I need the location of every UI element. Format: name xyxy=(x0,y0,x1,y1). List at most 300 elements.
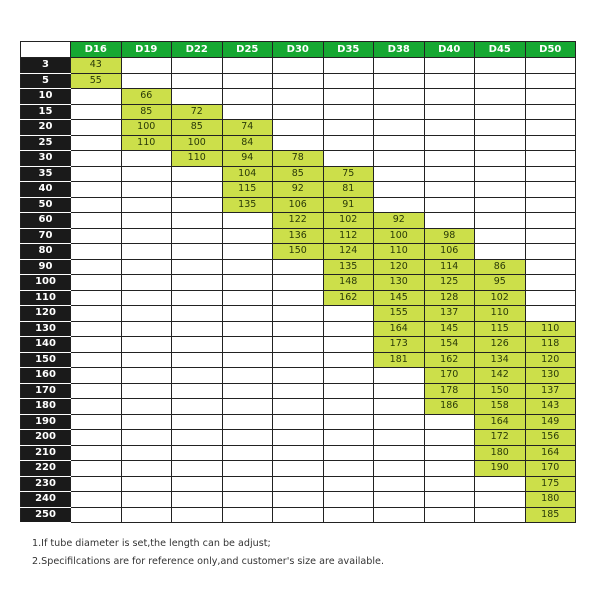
table-cell xyxy=(475,104,526,120)
table-cell xyxy=(222,337,273,353)
table-cell xyxy=(475,151,526,167)
table-cell: 43 xyxy=(71,58,122,74)
table-cell: 164 xyxy=(525,445,576,461)
table-cell xyxy=(172,73,223,89)
table-cell xyxy=(525,259,576,275)
row-header: 25 xyxy=(21,135,71,151)
table-cell xyxy=(121,492,172,508)
table-cell xyxy=(323,352,374,368)
table-cell: 155 xyxy=(374,306,425,322)
table-cell xyxy=(121,368,172,384)
table-cell xyxy=(475,507,526,523)
table-cell xyxy=(172,352,223,368)
row-header: 15 xyxy=(21,104,71,120)
table-cell: 104 xyxy=(222,166,273,182)
table-row xyxy=(21,73,576,89)
table-cell xyxy=(323,383,374,399)
table-cell xyxy=(222,383,273,399)
table-cell xyxy=(71,213,122,229)
row-header: 210 xyxy=(21,445,71,461)
table-cell xyxy=(374,166,425,182)
table-cell xyxy=(273,89,324,105)
table-cell xyxy=(525,244,576,260)
table-row xyxy=(21,197,576,213)
table-cell xyxy=(323,321,374,337)
table-cell xyxy=(172,182,223,198)
table-header-row xyxy=(21,42,576,58)
table-row xyxy=(21,182,576,198)
table-cell: 115 xyxy=(475,321,526,337)
table-cell xyxy=(323,151,374,167)
table-cell: 85 xyxy=(172,120,223,136)
table-cell: 136 xyxy=(273,228,324,244)
table-cell: 100 xyxy=(374,228,425,244)
table-cell: 185 xyxy=(525,507,576,523)
table-cell xyxy=(374,58,425,74)
table-cell xyxy=(374,73,425,89)
table-cell xyxy=(121,228,172,244)
column-header: D16 xyxy=(71,42,122,58)
table-cell xyxy=(273,306,324,322)
table-cell xyxy=(374,197,425,213)
table-row xyxy=(21,445,576,461)
column-header: D38 xyxy=(374,42,425,58)
table-cell xyxy=(525,182,576,198)
table-cell xyxy=(424,461,475,477)
table-cell xyxy=(323,476,374,492)
table-cell xyxy=(172,306,223,322)
table-cell xyxy=(121,58,172,74)
table-cell: 124 xyxy=(323,244,374,260)
table-cell: 55 xyxy=(71,73,122,89)
table-cell xyxy=(121,275,172,291)
table-cell xyxy=(424,89,475,105)
table-row xyxy=(21,135,576,151)
row-header: 50 xyxy=(21,197,71,213)
table-cell xyxy=(121,197,172,213)
table-cell xyxy=(525,120,576,136)
table-cell xyxy=(475,120,526,136)
row-header: 90 xyxy=(21,259,71,275)
table-row xyxy=(21,306,576,322)
table-cell xyxy=(222,104,273,120)
table-cell xyxy=(424,120,475,136)
table-cell xyxy=(323,104,374,120)
table-cell: 158 xyxy=(475,399,526,415)
table-cell: 91 xyxy=(323,197,374,213)
table-cell xyxy=(323,368,374,384)
table-cell xyxy=(121,182,172,198)
table-cell xyxy=(323,399,374,415)
table-cell: 143 xyxy=(525,399,576,415)
table-cell xyxy=(273,259,324,275)
table-cell xyxy=(424,166,475,182)
table-cell xyxy=(273,414,324,430)
table-row xyxy=(21,89,576,105)
table-cell xyxy=(273,430,324,446)
row-header: 60 xyxy=(21,213,71,229)
table-cell: 86 xyxy=(475,259,526,275)
table-cell xyxy=(374,430,425,446)
note-2: 2.Specifilcations are for reference only,and customer's size are available. xyxy=(32,556,384,567)
row-header: 190 xyxy=(21,414,71,430)
table-cell xyxy=(323,306,374,322)
table-cell xyxy=(121,290,172,306)
table-cell: 135 xyxy=(323,259,374,275)
table-cell xyxy=(475,73,526,89)
table-cell xyxy=(323,337,374,353)
table-cell: 112 xyxy=(323,228,374,244)
table-cell xyxy=(273,120,324,136)
table-row xyxy=(21,259,576,275)
table-cell xyxy=(525,213,576,229)
table-cell xyxy=(121,321,172,337)
table-cell xyxy=(525,166,576,182)
table-cell xyxy=(71,321,122,337)
table-cell xyxy=(71,290,122,306)
table-cell xyxy=(424,492,475,508)
table-cell xyxy=(71,228,122,244)
table-cell xyxy=(172,228,223,244)
table-cell xyxy=(172,275,223,291)
table-cell xyxy=(172,290,223,306)
table-cell xyxy=(374,507,425,523)
table-cell xyxy=(121,507,172,523)
table-cell xyxy=(222,275,273,291)
table-cell: 92 xyxy=(273,182,324,198)
table-cell xyxy=(172,213,223,229)
table-cell xyxy=(222,414,273,430)
table-row xyxy=(21,151,576,167)
table-cell xyxy=(121,244,172,260)
table-cell: 156 xyxy=(525,430,576,446)
table-row xyxy=(21,461,576,477)
table-cell xyxy=(71,120,122,136)
column-header: D40 xyxy=(424,42,475,58)
table-row xyxy=(21,244,576,260)
table-cell: 178 xyxy=(424,383,475,399)
row-header: 230 xyxy=(21,476,71,492)
table-cell xyxy=(424,182,475,198)
table-row xyxy=(21,166,576,182)
table-row xyxy=(21,337,576,353)
corner-cell xyxy=(21,42,71,58)
table-cell xyxy=(374,151,425,167)
row-header: 200 xyxy=(21,430,71,446)
table-cell xyxy=(273,321,324,337)
table-cell xyxy=(323,414,374,430)
table-cell xyxy=(71,151,122,167)
row-header: 220 xyxy=(21,461,71,477)
table-cell xyxy=(525,89,576,105)
table-cell: 170 xyxy=(525,461,576,477)
table-cell: 100 xyxy=(172,135,223,151)
column-header: D35 xyxy=(323,42,374,58)
table-cell: 110 xyxy=(475,306,526,322)
table-cell: 106 xyxy=(424,244,475,260)
table-cell xyxy=(172,399,223,415)
row-header: 3 xyxy=(21,58,71,74)
row-header: 35 xyxy=(21,166,71,182)
table-cell xyxy=(374,445,425,461)
table-cell: 180 xyxy=(525,492,576,508)
table-cell xyxy=(424,135,475,151)
table-cell: 175 xyxy=(525,476,576,492)
table-cell: 78 xyxy=(273,151,324,167)
table-cell xyxy=(525,228,576,244)
table-cell xyxy=(525,135,576,151)
table-cell: 66 xyxy=(121,89,172,105)
table-row xyxy=(21,430,576,446)
table-cell: 122 xyxy=(273,213,324,229)
table-row xyxy=(21,368,576,384)
table-cell xyxy=(323,430,374,446)
table-cell: 181 xyxy=(374,352,425,368)
table-cell: 110 xyxy=(525,321,576,337)
table-cell xyxy=(323,492,374,508)
row-header: 20 xyxy=(21,120,71,136)
table-cell: 170 xyxy=(424,368,475,384)
table-cell xyxy=(222,461,273,477)
table-cell xyxy=(374,368,425,384)
table-cell xyxy=(222,244,273,260)
table-cell xyxy=(374,135,425,151)
table-cell xyxy=(71,399,122,415)
row-header: 100 xyxy=(21,275,71,291)
column-header: D50 xyxy=(525,42,576,58)
row-header: 40 xyxy=(21,182,71,198)
table-cell: 81 xyxy=(323,182,374,198)
table-cell: 100 xyxy=(121,120,172,136)
table-cell: 154 xyxy=(424,337,475,353)
table-cell xyxy=(121,383,172,399)
table-row xyxy=(21,383,576,399)
table-cell xyxy=(424,507,475,523)
table-cell xyxy=(71,275,122,291)
row-header: 180 xyxy=(21,399,71,415)
table-cell xyxy=(71,352,122,368)
table-cell xyxy=(222,399,273,415)
row-header: 70 xyxy=(21,228,71,244)
table-cell xyxy=(71,492,122,508)
table-cell: 114 xyxy=(424,259,475,275)
table-cell xyxy=(121,166,172,182)
table-cell: 125 xyxy=(424,275,475,291)
table-cell xyxy=(525,73,576,89)
table-cell xyxy=(222,73,273,89)
table-cell: 150 xyxy=(273,244,324,260)
table-cell xyxy=(222,290,273,306)
table-cell: 72 xyxy=(172,104,223,120)
table-cell xyxy=(121,430,172,446)
table-cell xyxy=(273,58,324,74)
table-cell xyxy=(71,182,122,198)
table-row xyxy=(21,275,576,291)
note-1: 1.If tube diameter is set,the length can be adjust; xyxy=(32,538,271,549)
table-cell xyxy=(525,58,576,74)
table-cell xyxy=(121,337,172,353)
table-cell xyxy=(222,507,273,523)
table-cell xyxy=(273,275,324,291)
table-cell xyxy=(273,135,324,151)
table-cell xyxy=(374,414,425,430)
table-cell xyxy=(121,259,172,275)
table-cell xyxy=(71,306,122,322)
table-cell xyxy=(273,383,324,399)
table-cell: 110 xyxy=(172,151,223,167)
table-cell xyxy=(374,182,425,198)
table-cell xyxy=(121,352,172,368)
table-cell xyxy=(172,89,223,105)
table-cell xyxy=(222,306,273,322)
column-header: D19 xyxy=(121,42,172,58)
table-cell: 172 xyxy=(475,430,526,446)
table-cell: 135 xyxy=(222,197,273,213)
table-cell xyxy=(424,73,475,89)
table-cell: 98 xyxy=(424,228,475,244)
table-cell xyxy=(71,368,122,384)
table-cell xyxy=(71,383,122,399)
table-cell xyxy=(222,476,273,492)
row-header: 80 xyxy=(21,244,71,260)
table-cell xyxy=(172,383,223,399)
table-cell xyxy=(172,166,223,182)
table-cell xyxy=(273,368,324,384)
table-cell: 115 xyxy=(222,182,273,198)
column-header: D30 xyxy=(273,42,324,58)
table-cell: 94 xyxy=(222,151,273,167)
table-cell: 92 xyxy=(374,213,425,229)
table-cell xyxy=(475,182,526,198)
table-row xyxy=(21,476,576,492)
table-cell xyxy=(525,306,576,322)
table-cell: 164 xyxy=(374,321,425,337)
table-cell: 85 xyxy=(273,166,324,182)
table-cell xyxy=(475,228,526,244)
table-cell xyxy=(222,445,273,461)
table-cell xyxy=(424,430,475,446)
table-cell: 130 xyxy=(525,368,576,384)
table-cell xyxy=(172,244,223,260)
table-cell: 110 xyxy=(121,135,172,151)
table-cell xyxy=(424,104,475,120)
table-cell xyxy=(172,197,223,213)
table-cell xyxy=(374,89,425,105)
table-cell xyxy=(71,135,122,151)
table-cell xyxy=(222,492,273,508)
table-cell xyxy=(424,414,475,430)
table-cell xyxy=(222,430,273,446)
table-cell xyxy=(323,507,374,523)
table-cell: 128 xyxy=(424,290,475,306)
table-cell: 162 xyxy=(424,352,475,368)
table-row xyxy=(21,507,576,523)
table-cell xyxy=(273,492,324,508)
row-header: 170 xyxy=(21,383,71,399)
table-cell xyxy=(222,89,273,105)
table-cell: 74 xyxy=(222,120,273,136)
table-cell: 180 xyxy=(475,445,526,461)
table-cell xyxy=(323,135,374,151)
table-cell xyxy=(323,120,374,136)
table-cell xyxy=(222,259,273,275)
table-cell xyxy=(71,197,122,213)
table-cell: 120 xyxy=(525,352,576,368)
table-cell xyxy=(323,58,374,74)
table-row xyxy=(21,321,576,337)
table-row xyxy=(21,414,576,430)
column-header: D45 xyxy=(475,42,526,58)
table-cell: 137 xyxy=(525,383,576,399)
table-cell xyxy=(374,104,425,120)
column-header: D25 xyxy=(222,42,273,58)
table-cell xyxy=(121,445,172,461)
table-cell: 142 xyxy=(475,368,526,384)
table-cell: 84 xyxy=(222,135,273,151)
table-cell xyxy=(222,58,273,74)
table-cell xyxy=(172,58,223,74)
table-cell xyxy=(121,151,172,167)
row-header: 120 xyxy=(21,306,71,322)
table-cell xyxy=(424,58,475,74)
table-cell xyxy=(374,492,425,508)
table-cell xyxy=(475,166,526,182)
table-cell xyxy=(222,368,273,384)
table-cell xyxy=(424,445,475,461)
row-header: 110 xyxy=(21,290,71,306)
table-row xyxy=(21,228,576,244)
table-cell xyxy=(273,73,324,89)
table-cell xyxy=(222,228,273,244)
table-cell xyxy=(374,461,425,477)
table-cell: 173 xyxy=(374,337,425,353)
table-cell xyxy=(424,476,475,492)
row-header: 250 xyxy=(21,507,71,523)
table-cell xyxy=(121,414,172,430)
table-cell: 95 xyxy=(475,275,526,291)
table-cell xyxy=(424,197,475,213)
table-cell xyxy=(374,476,425,492)
table-row xyxy=(21,290,576,306)
table-cell xyxy=(121,306,172,322)
table-cell xyxy=(273,445,324,461)
table-cell: 110 xyxy=(374,244,425,260)
table-cell: 102 xyxy=(475,290,526,306)
table-cell xyxy=(475,135,526,151)
size-table xyxy=(20,41,576,523)
table-cell: 126 xyxy=(475,337,526,353)
table-cell xyxy=(273,476,324,492)
table-cell: 162 xyxy=(323,290,374,306)
table-cell: 149 xyxy=(525,414,576,430)
table-cell xyxy=(525,151,576,167)
notes xyxy=(32,535,384,571)
table-cell xyxy=(71,507,122,523)
table-row xyxy=(21,352,576,368)
table-cell xyxy=(323,73,374,89)
table-cell xyxy=(71,414,122,430)
table-cell xyxy=(172,321,223,337)
table-cell: 130 xyxy=(374,275,425,291)
table-cell xyxy=(475,197,526,213)
table-cell xyxy=(71,104,122,120)
table-cell: 134 xyxy=(475,352,526,368)
table-cell: 75 xyxy=(323,166,374,182)
table-cell xyxy=(374,399,425,415)
table-cell xyxy=(475,58,526,74)
table-cell xyxy=(374,383,425,399)
table-row xyxy=(21,104,576,120)
